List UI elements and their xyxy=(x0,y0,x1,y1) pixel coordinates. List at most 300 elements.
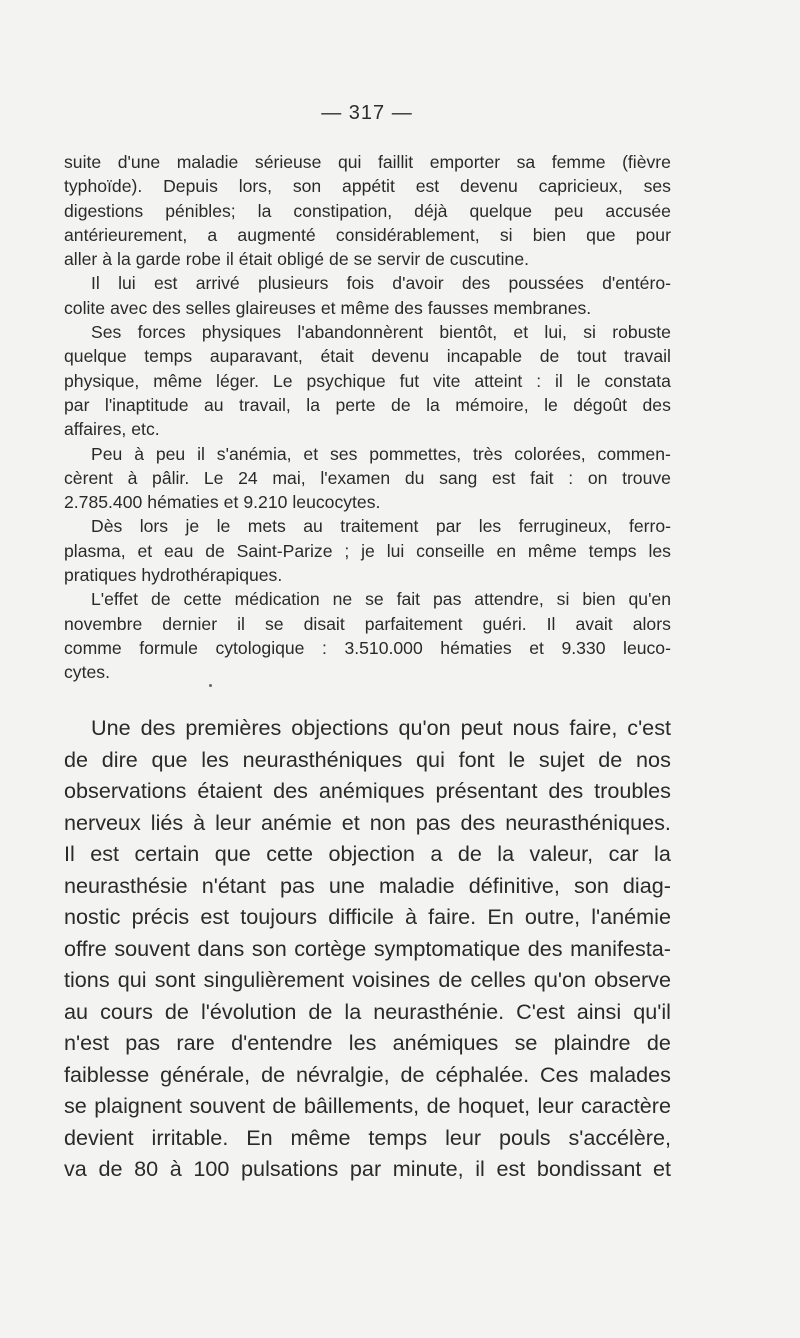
word: hématies xyxy=(440,637,512,658)
word: dire xyxy=(101,746,138,772)
text-line xyxy=(64,320,671,344)
word: d'entéro- xyxy=(602,273,671,294)
word: neurasthésie xyxy=(64,872,188,898)
word: rare xyxy=(176,1030,215,1055)
word: colite xyxy=(64,297,106,318)
word: et xyxy=(341,809,360,835)
word: mémoire, xyxy=(455,394,529,415)
text-line xyxy=(64,490,671,514)
word: on xyxy=(587,467,608,488)
word: 9.330 xyxy=(561,637,606,658)
word: hoquet, xyxy=(458,1093,531,1118)
text-line xyxy=(64,442,671,466)
word: les xyxy=(201,746,229,772)
word: leucocytes. xyxy=(292,492,381,513)
word: ne xyxy=(332,589,353,610)
word: travail, xyxy=(239,394,291,415)
word: cette xyxy=(183,589,222,610)
word: physiques xyxy=(201,322,282,343)
word: vite xyxy=(433,370,461,391)
text-line xyxy=(64,1090,671,1122)
text-line xyxy=(64,199,671,223)
word: que xyxy=(151,746,188,772)
word: définitive, xyxy=(468,872,560,898)
word: travail xyxy=(624,346,671,367)
word: même xyxy=(153,370,203,391)
word: je xyxy=(185,516,200,537)
word: que xyxy=(586,224,616,245)
word: Peu xyxy=(91,443,123,464)
word: de xyxy=(308,998,333,1024)
word: anémie xyxy=(261,809,332,835)
word: fait xyxy=(530,467,554,488)
word: 100 xyxy=(193,1156,230,1181)
word: 24 xyxy=(238,467,258,488)
word: les xyxy=(348,1030,377,1055)
word: médication xyxy=(234,589,320,610)
word: qu'il xyxy=(633,998,671,1024)
word: Le xyxy=(272,370,293,391)
word: pratiques xyxy=(64,565,137,586)
word: selles xyxy=(185,297,231,318)
word: trouve xyxy=(622,467,671,488)
word: robuste xyxy=(612,322,671,343)
word: observations xyxy=(64,778,187,803)
word: ainsi xyxy=(576,998,622,1024)
word: arrivé xyxy=(195,273,240,294)
word: aller xyxy=(64,249,98,270)
text-line xyxy=(64,587,671,611)
word: attendre, xyxy=(474,589,544,610)
word: générale, xyxy=(160,1061,251,1087)
word: physique, xyxy=(64,370,140,391)
word: c'est xyxy=(627,715,671,740)
word: cèrent xyxy=(64,467,113,488)
word: caractère xyxy=(580,1093,671,1118)
word: pommettes, xyxy=(369,443,462,464)
word: nerveux xyxy=(64,809,141,835)
word: de xyxy=(400,1061,425,1087)
word: atteint xyxy=(474,370,523,391)
word: car xyxy=(608,841,639,866)
word: en xyxy=(496,540,517,561)
word: et xyxy=(513,322,529,343)
word: psychique xyxy=(306,370,386,391)
word: est xyxy=(496,1156,526,1181)
word: Ces xyxy=(539,1061,579,1087)
word: était xyxy=(238,249,273,270)
word: ses xyxy=(643,176,671,197)
word: les xyxy=(478,516,502,537)
text-line xyxy=(64,393,671,417)
text-line xyxy=(64,539,671,563)
word: du xyxy=(404,467,425,488)
word: parfaitement xyxy=(364,613,463,634)
word: fait xyxy=(396,589,421,610)
word: celles xyxy=(470,967,526,992)
word: temps xyxy=(588,540,637,561)
text-line xyxy=(64,807,671,839)
word: une xyxy=(328,872,365,898)
word: : xyxy=(322,637,327,658)
word: qui xyxy=(416,746,445,772)
word: même xyxy=(340,297,390,318)
word: L'effet xyxy=(91,589,139,610)
word: et xyxy=(529,637,544,658)
word: des xyxy=(548,778,584,803)
word: emporter xyxy=(429,152,501,172)
word: eau xyxy=(164,540,194,561)
word: considérablement, xyxy=(335,224,480,245)
word: liés xyxy=(150,809,184,835)
text-line xyxy=(64,712,671,744)
word: souvent xyxy=(114,935,190,961)
word: nous xyxy=(512,715,560,740)
word: se xyxy=(365,589,384,610)
word: 9.210 xyxy=(243,492,288,513)
text-line xyxy=(64,660,671,684)
word: outre, xyxy=(524,904,581,929)
word: de xyxy=(539,346,560,367)
word: et xyxy=(303,443,319,464)
word: Il xyxy=(64,841,75,866)
word: la xyxy=(257,200,272,221)
text-line xyxy=(64,150,671,174)
word: pas xyxy=(433,589,462,610)
word: En xyxy=(487,904,514,929)
word: alors xyxy=(632,613,671,634)
word: souvent xyxy=(189,1093,265,1118)
word: En xyxy=(246,1124,273,1150)
text-line xyxy=(64,744,671,776)
word: fausses xyxy=(427,297,489,318)
word: de xyxy=(98,1156,123,1181)
word: garde xyxy=(135,249,181,270)
text-line xyxy=(64,271,671,295)
word: irritable. xyxy=(151,1124,229,1150)
word: maladie xyxy=(176,152,239,172)
word: forces xyxy=(137,322,186,343)
word: novembre xyxy=(64,613,143,634)
text-line xyxy=(64,344,671,368)
word: la xyxy=(344,998,362,1024)
word: cuscutine. xyxy=(449,249,530,270)
text-line xyxy=(64,417,671,441)
word: il xyxy=(237,613,245,634)
word: si xyxy=(556,589,570,610)
text-line xyxy=(64,964,671,996)
word: qu'en xyxy=(628,589,671,610)
word: se xyxy=(265,613,284,634)
word: Il xyxy=(91,273,100,294)
word: le xyxy=(508,746,526,772)
word: déjà xyxy=(414,200,448,221)
word: comme xyxy=(64,637,122,658)
word: neurasthéniques xyxy=(242,746,403,772)
word: bientôt, xyxy=(439,322,498,343)
word: formule xyxy=(139,637,198,658)
word: voisines xyxy=(352,967,431,992)
word: etc. xyxy=(131,419,160,440)
word: d'une xyxy=(117,152,161,172)
word: cytologique xyxy=(215,637,305,658)
word: de xyxy=(457,841,482,866)
word: toujours xyxy=(240,904,318,929)
text-line xyxy=(64,838,671,870)
word: de xyxy=(205,540,225,561)
word: traitement xyxy=(340,516,419,537)
word: pâlir. xyxy=(152,467,190,488)
word: même xyxy=(290,1124,351,1150)
word: avec xyxy=(110,297,148,318)
word: quelque xyxy=(469,200,533,221)
word: précis xyxy=(131,904,190,929)
word: qu'on xyxy=(398,715,451,740)
text-line xyxy=(64,466,671,490)
word: la xyxy=(117,249,131,270)
word: va xyxy=(64,1156,87,1181)
word: se xyxy=(353,249,373,270)
word: conseille xyxy=(416,540,485,561)
word: dans xyxy=(197,935,245,961)
word: lui xyxy=(386,540,405,561)
word: diag- xyxy=(622,872,671,898)
word: appétit xyxy=(342,176,395,197)
text-line xyxy=(64,996,671,1028)
word: objection xyxy=(328,841,415,866)
word: robe xyxy=(185,249,221,270)
word: de xyxy=(426,1093,451,1118)
word: s'anémia, xyxy=(216,443,292,464)
word: cytes. xyxy=(64,662,110,683)
word: le xyxy=(216,516,231,537)
word: l'abandonnèrent xyxy=(297,322,424,343)
word: nostic xyxy=(64,904,121,929)
word: devenu xyxy=(460,176,518,197)
text-line xyxy=(64,563,671,587)
text-line xyxy=(64,296,671,320)
word: des xyxy=(527,935,563,961)
word: à xyxy=(134,443,144,464)
word: il xyxy=(555,370,563,391)
word: symptomatique xyxy=(373,935,521,961)
word: je xyxy=(361,540,375,561)
word: : xyxy=(536,370,542,391)
word: la xyxy=(426,394,440,415)
word: constipation, xyxy=(293,200,393,221)
word: bondissant xyxy=(536,1156,642,1181)
word: pulsations xyxy=(241,1156,339,1181)
word: faiblesse xyxy=(64,1061,150,1087)
word: de xyxy=(598,746,623,772)
word: de xyxy=(391,394,411,415)
word: si xyxy=(583,322,596,343)
word: faillit xyxy=(377,152,414,172)
word: objections xyxy=(291,715,389,740)
word: est xyxy=(90,841,120,866)
word: des xyxy=(152,297,181,318)
word: premières xyxy=(185,715,282,740)
word: au xyxy=(64,998,89,1024)
word: ses xyxy=(329,443,358,464)
word: ferro- xyxy=(628,516,671,537)
word: et xyxy=(320,297,336,318)
word: était xyxy=(320,346,354,367)
word: sang xyxy=(439,467,478,488)
word: la xyxy=(497,841,515,866)
word: : xyxy=(568,467,574,488)
word: malades xyxy=(589,1061,671,1087)
word: certain xyxy=(134,841,200,866)
word: troubles xyxy=(594,778,671,803)
word: sa xyxy=(516,152,536,172)
word: de xyxy=(329,249,349,270)
word: temps xyxy=(144,346,193,367)
word: à xyxy=(169,1156,182,1181)
word: lors xyxy=(139,516,169,537)
word: tions xyxy=(64,967,110,992)
word: Il xyxy=(546,613,556,634)
word: nos xyxy=(636,746,671,772)
word: colorées, xyxy=(514,443,586,464)
page-number: — 317 — xyxy=(321,102,413,124)
word: très xyxy=(473,443,503,464)
word: incapable xyxy=(446,346,523,367)
word: des xyxy=(273,778,308,803)
word: hématies xyxy=(147,492,219,513)
word: perte xyxy=(335,394,376,415)
word: 3.510.000 xyxy=(344,637,423,658)
word: et xyxy=(137,540,153,561)
word: anémiques xyxy=(318,778,425,803)
word: son xyxy=(292,176,322,197)
word: léger. xyxy=(216,370,260,391)
word: névralgie, xyxy=(295,1061,390,1087)
word: est xyxy=(200,904,230,929)
word: accusée xyxy=(605,200,671,221)
word: la xyxy=(306,394,320,415)
word: singulièrement xyxy=(203,967,345,992)
word: au xyxy=(203,394,224,415)
word: céphalée. xyxy=(435,1061,530,1087)
word: si xyxy=(499,224,513,245)
word: pas xyxy=(125,1030,161,1055)
word: 2.785.400 xyxy=(64,492,143,513)
word: des xyxy=(394,297,423,318)
word: d'avoir xyxy=(392,273,444,294)
word: peu xyxy=(554,200,584,221)
word: qui xyxy=(337,152,362,172)
word: servir xyxy=(377,249,421,270)
word: l'anémie xyxy=(591,904,671,929)
discussion-text xyxy=(64,712,671,1185)
text-line xyxy=(64,870,671,902)
word: manifesta- xyxy=(570,935,671,961)
word: constata xyxy=(604,370,671,391)
word: temps xyxy=(368,1124,428,1150)
word: plaignent xyxy=(94,1093,182,1118)
word: dernier xyxy=(162,613,218,634)
word: neurasthénie. xyxy=(373,998,505,1024)
word: leur xyxy=(537,1093,574,1118)
word: de xyxy=(272,1093,297,1118)
word: de xyxy=(164,998,189,1024)
word: à xyxy=(127,467,138,488)
word: pour xyxy=(635,224,671,245)
word: leuco- xyxy=(623,637,671,658)
word: et xyxy=(223,492,239,513)
word: cours xyxy=(100,998,153,1024)
word: antérieurement, xyxy=(64,224,188,245)
word: typhoïde). xyxy=(64,176,143,197)
text-line xyxy=(64,1027,671,1059)
word: est xyxy=(153,273,178,294)
word: C'est xyxy=(516,998,565,1024)
word: offre xyxy=(64,935,107,961)
word: des xyxy=(642,394,671,415)
word: tout xyxy=(576,346,607,367)
word: ; xyxy=(344,540,350,561)
word: sujet xyxy=(538,746,585,772)
word: plusieurs xyxy=(257,273,329,294)
word: Depuis xyxy=(163,176,218,197)
word: hydrothérapiques. xyxy=(141,565,283,586)
word: commen- xyxy=(597,443,671,464)
word: de xyxy=(438,967,463,992)
paper-speck xyxy=(209,684,212,687)
word: lors, xyxy=(238,176,272,197)
word: femme xyxy=(551,152,606,172)
word: bien xyxy=(532,224,566,245)
word: font xyxy=(458,746,495,772)
word: présentant xyxy=(435,778,538,803)
word: les xyxy=(648,540,671,561)
word: de xyxy=(64,746,89,772)
text-line xyxy=(64,174,671,198)
word: leur xyxy=(215,809,252,835)
word: des xyxy=(140,715,176,740)
word: devient xyxy=(64,1124,134,1150)
word: n'étant xyxy=(201,872,266,898)
word: disait xyxy=(303,613,345,634)
word: capricieux, xyxy=(538,176,623,197)
word: membranes. xyxy=(493,297,592,318)
word: observe xyxy=(594,967,671,992)
word: il xyxy=(225,249,234,270)
word: qui xyxy=(117,967,147,992)
text-line xyxy=(64,514,671,538)
word: qu'on xyxy=(533,967,587,992)
word: il xyxy=(475,1156,485,1181)
word: affaires, xyxy=(64,419,127,440)
word: ferrugineux, xyxy=(518,516,612,537)
word: suite xyxy=(64,152,102,172)
word: il xyxy=(197,443,205,464)
word: à xyxy=(102,249,113,270)
word: Dès xyxy=(91,516,123,537)
word: mai, xyxy=(272,467,306,488)
word: au xyxy=(303,516,323,537)
word: le xyxy=(576,370,591,391)
text-line xyxy=(64,612,671,636)
word: 80 xyxy=(134,1156,159,1181)
word: (fièvre xyxy=(622,152,671,172)
word: par xyxy=(349,1156,382,1181)
word: de xyxy=(150,589,171,610)
word: peu xyxy=(155,443,186,464)
word: fois xyxy=(346,273,375,294)
word: lui xyxy=(118,273,136,294)
